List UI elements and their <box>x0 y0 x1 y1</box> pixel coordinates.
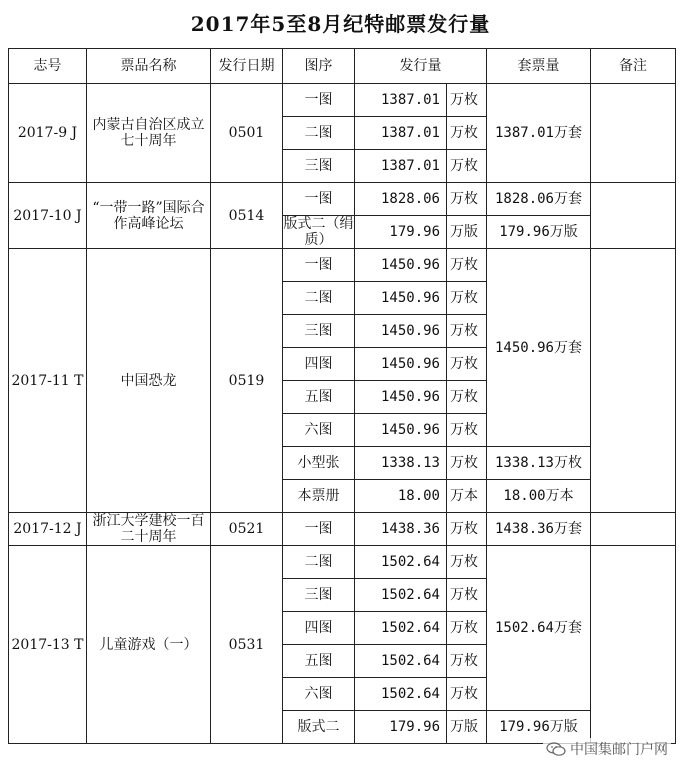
table-body <box>9 84 676 744</box>
unit-cell: 万版 <box>447 711 487 744</box>
note-cell <box>591 249 676 513</box>
issue-name: 儿童游戏（一） <box>87 546 211 744</box>
unit-cell: 万枚 <box>447 447 487 480</box>
unit-cell: 万枚 <box>447 282 487 315</box>
header-set: 套票量 <box>487 49 591 84</box>
unit-cell: 万枚 <box>447 678 487 711</box>
issue-code: 2017-9 J <box>9 84 87 183</box>
figure-cell: 二图 <box>283 117 355 150</box>
quantity-cell: 179.96 <box>355 711 447 744</box>
figure-cell: 小型张 <box>283 447 355 480</box>
unit-cell: 万枚 <box>447 645 487 678</box>
figure-cell: 四图 <box>283 612 355 645</box>
set-quantity-cell: 1502.64万套 <box>487 546 591 711</box>
set-quantity-cell: 18.00万本 <box>487 480 591 513</box>
quantity-cell: 1338.13 <box>355 447 447 480</box>
set-quantity-cell: 179.96万版 <box>487 216 591 249</box>
figure-cell: 版式二 <box>283 711 355 744</box>
table-row <box>9 546 676 579</box>
figure-cell: 六图 <box>283 678 355 711</box>
unit-cell: 万枚 <box>447 348 487 381</box>
unit-cell: 万本 <box>447 480 487 513</box>
unit-cell: 万枚 <box>447 381 487 414</box>
header-figure: 图序 <box>283 49 355 84</box>
set-quantity-cell: 1387.01万套 <box>487 84 591 183</box>
figure-cell: 三图 <box>283 150 355 183</box>
quantity-cell: 179.96 <box>355 216 447 249</box>
unit-cell: 万枚 <box>447 150 487 183</box>
note-cell <box>591 513 676 546</box>
wechat-icon <box>546 742 566 756</box>
unit-cell: 万枚 <box>447 84 487 117</box>
unit-cell: 万枚 <box>447 579 487 612</box>
figure-cell: 一图 <box>283 183 355 216</box>
set-quantity-cell: 1450.96万套 <box>487 249 591 447</box>
header-name: 票品名称 <box>87 49 211 84</box>
unit-cell: 万版 <box>447 216 487 249</box>
unit-cell: 万枚 <box>447 513 487 546</box>
quantity-cell: 1387.01 <box>355 84 447 117</box>
set-quantity-cell: 1438.36万套 <box>487 513 591 546</box>
issue-name: 内蒙古自治区成立七十周年 <box>87 84 211 183</box>
issue-date: 0519 <box>211 249 283 513</box>
figure-cell: 一图 <box>283 249 355 282</box>
quantity-cell: 1502.64 <box>355 612 447 645</box>
table-row <box>9 84 676 117</box>
figure-cell: 版式二（绢质） <box>283 216 354 248</box>
issue-name: 浙江大学建校一百二十周年 <box>87 513 211 546</box>
quantity-cell: 1450.96 <box>355 315 447 348</box>
note-cell <box>591 183 676 249</box>
quantity-cell: 18.00 <box>355 480 447 513</box>
quantity-cell: 1438.36 <box>355 513 447 546</box>
stamp-issue-table <box>8 48 676 744</box>
quantity-cell: 1387.01 <box>355 150 447 183</box>
issue-code: 2017-10 J <box>9 183 87 249</box>
figure-cell: 五图 <box>283 381 355 414</box>
quantity-cell: 1387.01 <box>355 117 447 150</box>
set-quantity-cell: 1828.06万套 <box>487 183 591 216</box>
figure-cell: 三图 <box>283 315 355 348</box>
note-cell <box>591 546 676 744</box>
header-code: 志号 <box>9 49 87 84</box>
figure-cell: 六图 <box>283 414 355 447</box>
figure-cell: 四图 <box>283 348 355 381</box>
set-quantity-cell: 1338.13万枚 <box>487 447 591 480</box>
issue-code: 2017-13 T <box>9 546 87 744</box>
header-quantity: 发行量 <box>355 49 487 84</box>
table-row <box>9 183 676 216</box>
set-quantity-cell: 179.96万版 <box>487 711 591 744</box>
quantity-cell: 1450.96 <box>355 249 447 282</box>
issue-date: 0531 <box>211 546 283 744</box>
issue-name: “一带一路”国际合作高峰论坛 <box>87 183 211 249</box>
figure-cell: 一图 <box>283 84 355 117</box>
unit-cell: 万枚 <box>447 117 487 150</box>
issue-date: 0521 <box>211 513 283 546</box>
figure-cell: 本票册 <box>283 480 355 513</box>
issue-date: 0514 <box>211 183 283 249</box>
issue-code: 2017-11 T <box>9 249 87 513</box>
issue-name: 中国恐龙 <box>87 249 211 513</box>
quantity-cell: 1502.64 <box>355 546 447 579</box>
figure-cell: 五图 <box>283 645 355 678</box>
unit-cell: 万枚 <box>447 546 487 579</box>
quantity-cell: 1450.96 <box>355 348 447 381</box>
quantity-cell: 1502.64 <box>355 678 447 711</box>
quantity-cell: 1502.64 <box>355 645 447 678</box>
header-date: 发行日期 <box>211 49 283 84</box>
watermark <box>543 738 671 760</box>
figure-cell: 二图 <box>283 546 355 579</box>
figure-cell: 三图 <box>283 579 355 612</box>
page-title: 2017年5至8月纪特邮票发行量 <box>190 12 491 36</box>
table-row <box>9 513 676 546</box>
unit-cell: 万枚 <box>447 315 487 348</box>
unit-cell: 万枚 <box>447 249 487 282</box>
header-row <box>9 49 676 84</box>
unit-cell: 万枚 <box>447 612 487 645</box>
issue-code: 2017-12 J <box>9 513 87 546</box>
unit-cell: 万枚 <box>447 414 487 447</box>
quantity-cell: 1450.96 <box>355 282 447 315</box>
watermark-text: 中国集邮门户网 <box>570 742 668 758</box>
quantity-cell: 1450.96 <box>355 414 447 447</box>
quantity-cell: 1450.96 <box>355 381 447 414</box>
unit-cell: 万枚 <box>447 183 487 216</box>
figure-cell: 二图 <box>283 282 355 315</box>
table-row <box>9 249 676 282</box>
quantity-cell: 1502.64 <box>355 579 447 612</box>
figure-cell: 一图 <box>283 513 355 546</box>
note-cell <box>591 84 676 183</box>
header-note: 备注 <box>591 49 676 84</box>
quantity-cell: 1828.06 <box>355 183 447 216</box>
issue-date: 0501 <box>211 84 283 183</box>
